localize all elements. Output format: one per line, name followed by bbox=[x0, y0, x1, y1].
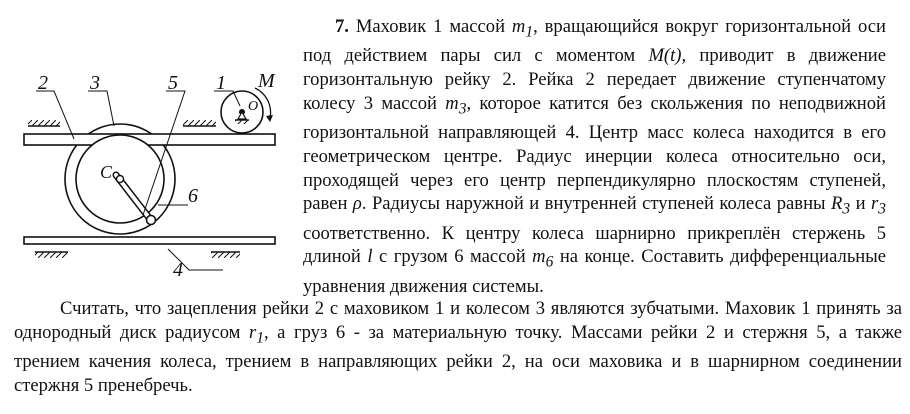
problem-statement: 7. Маховик 1 массой $m_1$, вращающийся вокруг горизонтальной оси под действием пары сил с моментом M(t), приводит в движение горизонтальную рейку 2. Рейка 2 передает движение ступенчатому колесу 3 массой $m_3$, которое катится без скольжения по неподвижной горизонтальной направляющей 4. Центр масс колеса находится в его геометрическом центре. Радиус инерции колеса относительно оси, проходящей через его центр перпендикулярно плоскостям ступеней, равен ρ. Радиусы наружной и внутренней ступеней колеса равны $R_3$ и $r_3$ соответственно. К центру колеса шарнирно прикреплён стержень 5 длиной l с грузом 6 массой $m_6$ на конце. Составить дифференциальные уравнения движения системы. bbox=[303, 16, 886, 297]
symbol-l: l bbox=[367, 246, 373, 268]
symbol-r3: r bbox=[871, 193, 879, 215]
symbol-R3: R bbox=[831, 193, 843, 215]
rack bbox=[24, 134, 275, 145]
symbol-moment: M(t) bbox=[648, 45, 682, 67]
symbol-rho: ρ bbox=[352, 193, 362, 215]
problem-number: 7. bbox=[335, 16, 349, 37]
label-rack: 2 bbox=[38, 72, 48, 94]
label-flywheel: 1 bbox=[216, 72, 226, 94]
moment-arrowhead bbox=[266, 115, 273, 122]
load bbox=[147, 216, 156, 225]
label-moment: M bbox=[258, 70, 275, 92]
mechanism-figure bbox=[8, 60, 300, 282]
label-center: C bbox=[100, 162, 113, 182]
top-right-support bbox=[183, 120, 216, 126]
center-hinge bbox=[117, 176, 124, 183]
symbol-m1: m bbox=[511, 16, 526, 37]
symbol-r1: r bbox=[248, 321, 257, 343]
label-rod: 5 bbox=[168, 72, 178, 94]
label-wheel: 3 bbox=[90, 72, 100, 94]
guide-supports bbox=[35, 252, 240, 258]
guide bbox=[24, 237, 275, 244]
conditions-statement: Считать, что зацепления рейки 2 с маховиком 1 и колесом 3 являются зубчатыми. Маховик 1 принять за однородный диск радиусом $r_1$, а груз 6 - за материальную точку. Массами рейки 2 и стержня 5, а также трением качения колеса, трением в направляющих рейки 2, на оси маховика и в шарнирном соединении стержня 5 пренебречь. bbox=[14, 298, 902, 396]
label-load: 6 bbox=[188, 185, 198, 207]
label-guide: 4 bbox=[173, 259, 183, 281]
label-axis: O bbox=[248, 99, 259, 114]
symbol-m6: m bbox=[532, 246, 546, 268]
symbol-m3: m bbox=[445, 92, 459, 114]
top-left-support bbox=[28, 120, 60, 126]
